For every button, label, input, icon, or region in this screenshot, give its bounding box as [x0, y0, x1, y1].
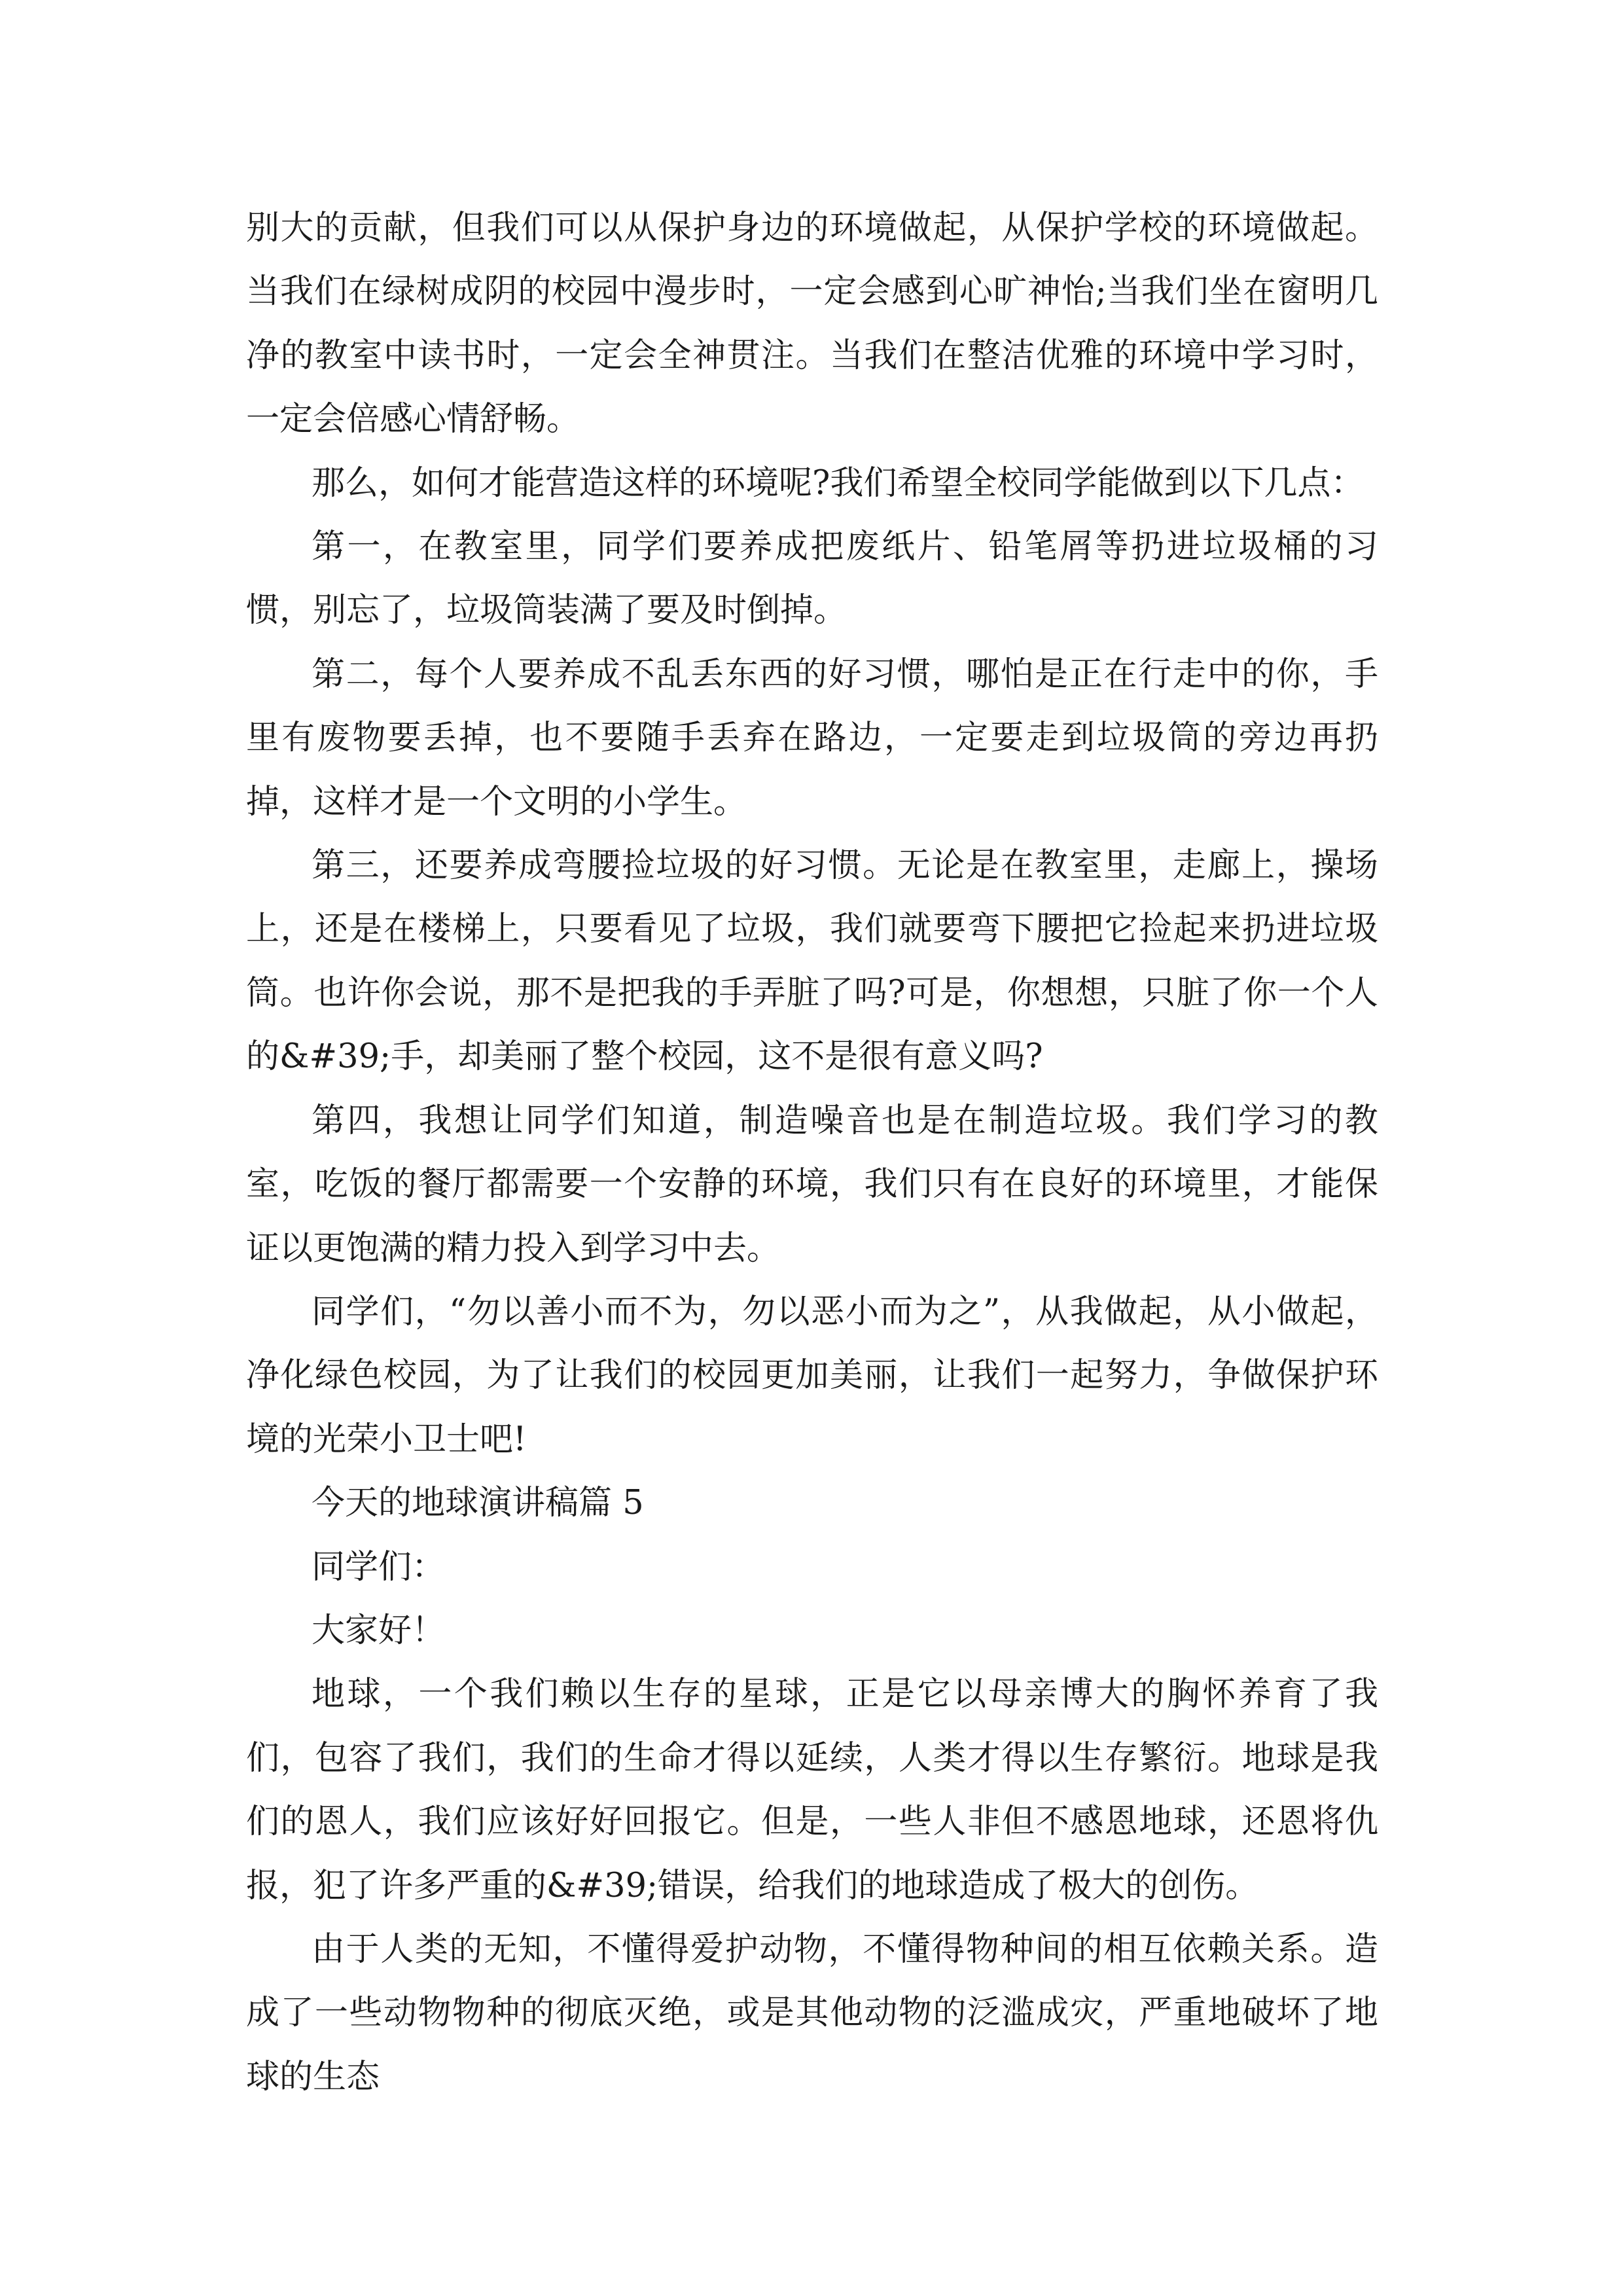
paragraph-continuation: 别大的贡献，但我们可以从保护身边的环境做起，从保护学校的环境做起。当我们在绿树成阴的校园中漫步时，一定会感到心旷神怡;当我们坐在窗明几净的教室中读书时，一定会全神贯注。当我们在整洁优雅的环境中学习时，一定会倍感心情舒畅。: [246, 209, 1378, 439]
paragraph-ignorance: 由于人类的无知，不懂得爱护动物，不懂得物种间的相互依赖关系。造成了一些动物物种的彻底灭绝，或是其他动物的泛滥成灾，严重地破坏了地球的生态: [246, 1929, 1378, 2096]
paragraph-question: 那么，如何才能营造这样的环境呢?我们希望全校同学能做到以下几点：: [312, 463, 1364, 503]
paragraph-closing: 同学们，“勿以善小而不为，勿以恶小而为之”，从我做起，从小做起，净化绿色校园，为了让我们的校园更加美丽，让我们一起努力，争做保护环境的光荣小卫士吧!: [246, 1292, 1378, 1459]
section-title: 今天的地球演讲稿篇 5: [312, 1484, 644, 1523]
paragraph-point-3: 第三，还要养成弯腰捡垃圾的好习惯。无论是在教室里，走廊上，操场上，还是在楼梯上，只要看见了垃圾，我们就要弯下腰把它捡起来扔进垃圾筒。也许你会说，那不是把我的手弄脏了吗?可是，你想想，只脏了你一个人的&#39;手，却美丽了整个校园，这不是很有意义吗?: [246, 846, 1378, 1077]
paragraph-point-2: 第二，每个人要养成不乱丢东西的好习惯，哪怕是正在行走中的你，手里有废物要丢掉，也不要随手丢弃在路边，一定要走到垃圾筒的旁边再扔掉，这样才是一个文明的小学生。: [246, 655, 1378, 821]
greeting: 大家好！: [312, 1611, 446, 1650]
paragraph-point-4: 第四，我想让同学们知道，制造噪音也是在制造垃圾。我们学习的教室，吃饭的餐厅都需要一个安静的环境，我们只有在良好的环境里，才能保证以更饱满的精力投入到学习中去。: [246, 1101, 1378, 1268]
salutation: 同学们：: [312, 1547, 446, 1587]
document-body: [246, 196, 1378, 2109]
paragraph-earth: 地球，一个我们赖以生存的星球，正是它以母亲博大的胸怀养育了我们，包容了我们，我们的生命才得以延续，人类才得以生存繁衍。地球是我们的恩人，我们应该好好回报它。但是，一些人非但不感恩地球，还恩将仇报，犯了许多严重的&#39;错误，给我们的地球造成了极大的创伤。: [246, 1675, 1378, 1905]
paragraph-point-1: 第一，在教室里，同学们要养成把废纸片、铅笔屑等扔进垃圾桶的习惯，别忘了，垃圾筒装满了要及时倒掉。: [246, 528, 1378, 630]
